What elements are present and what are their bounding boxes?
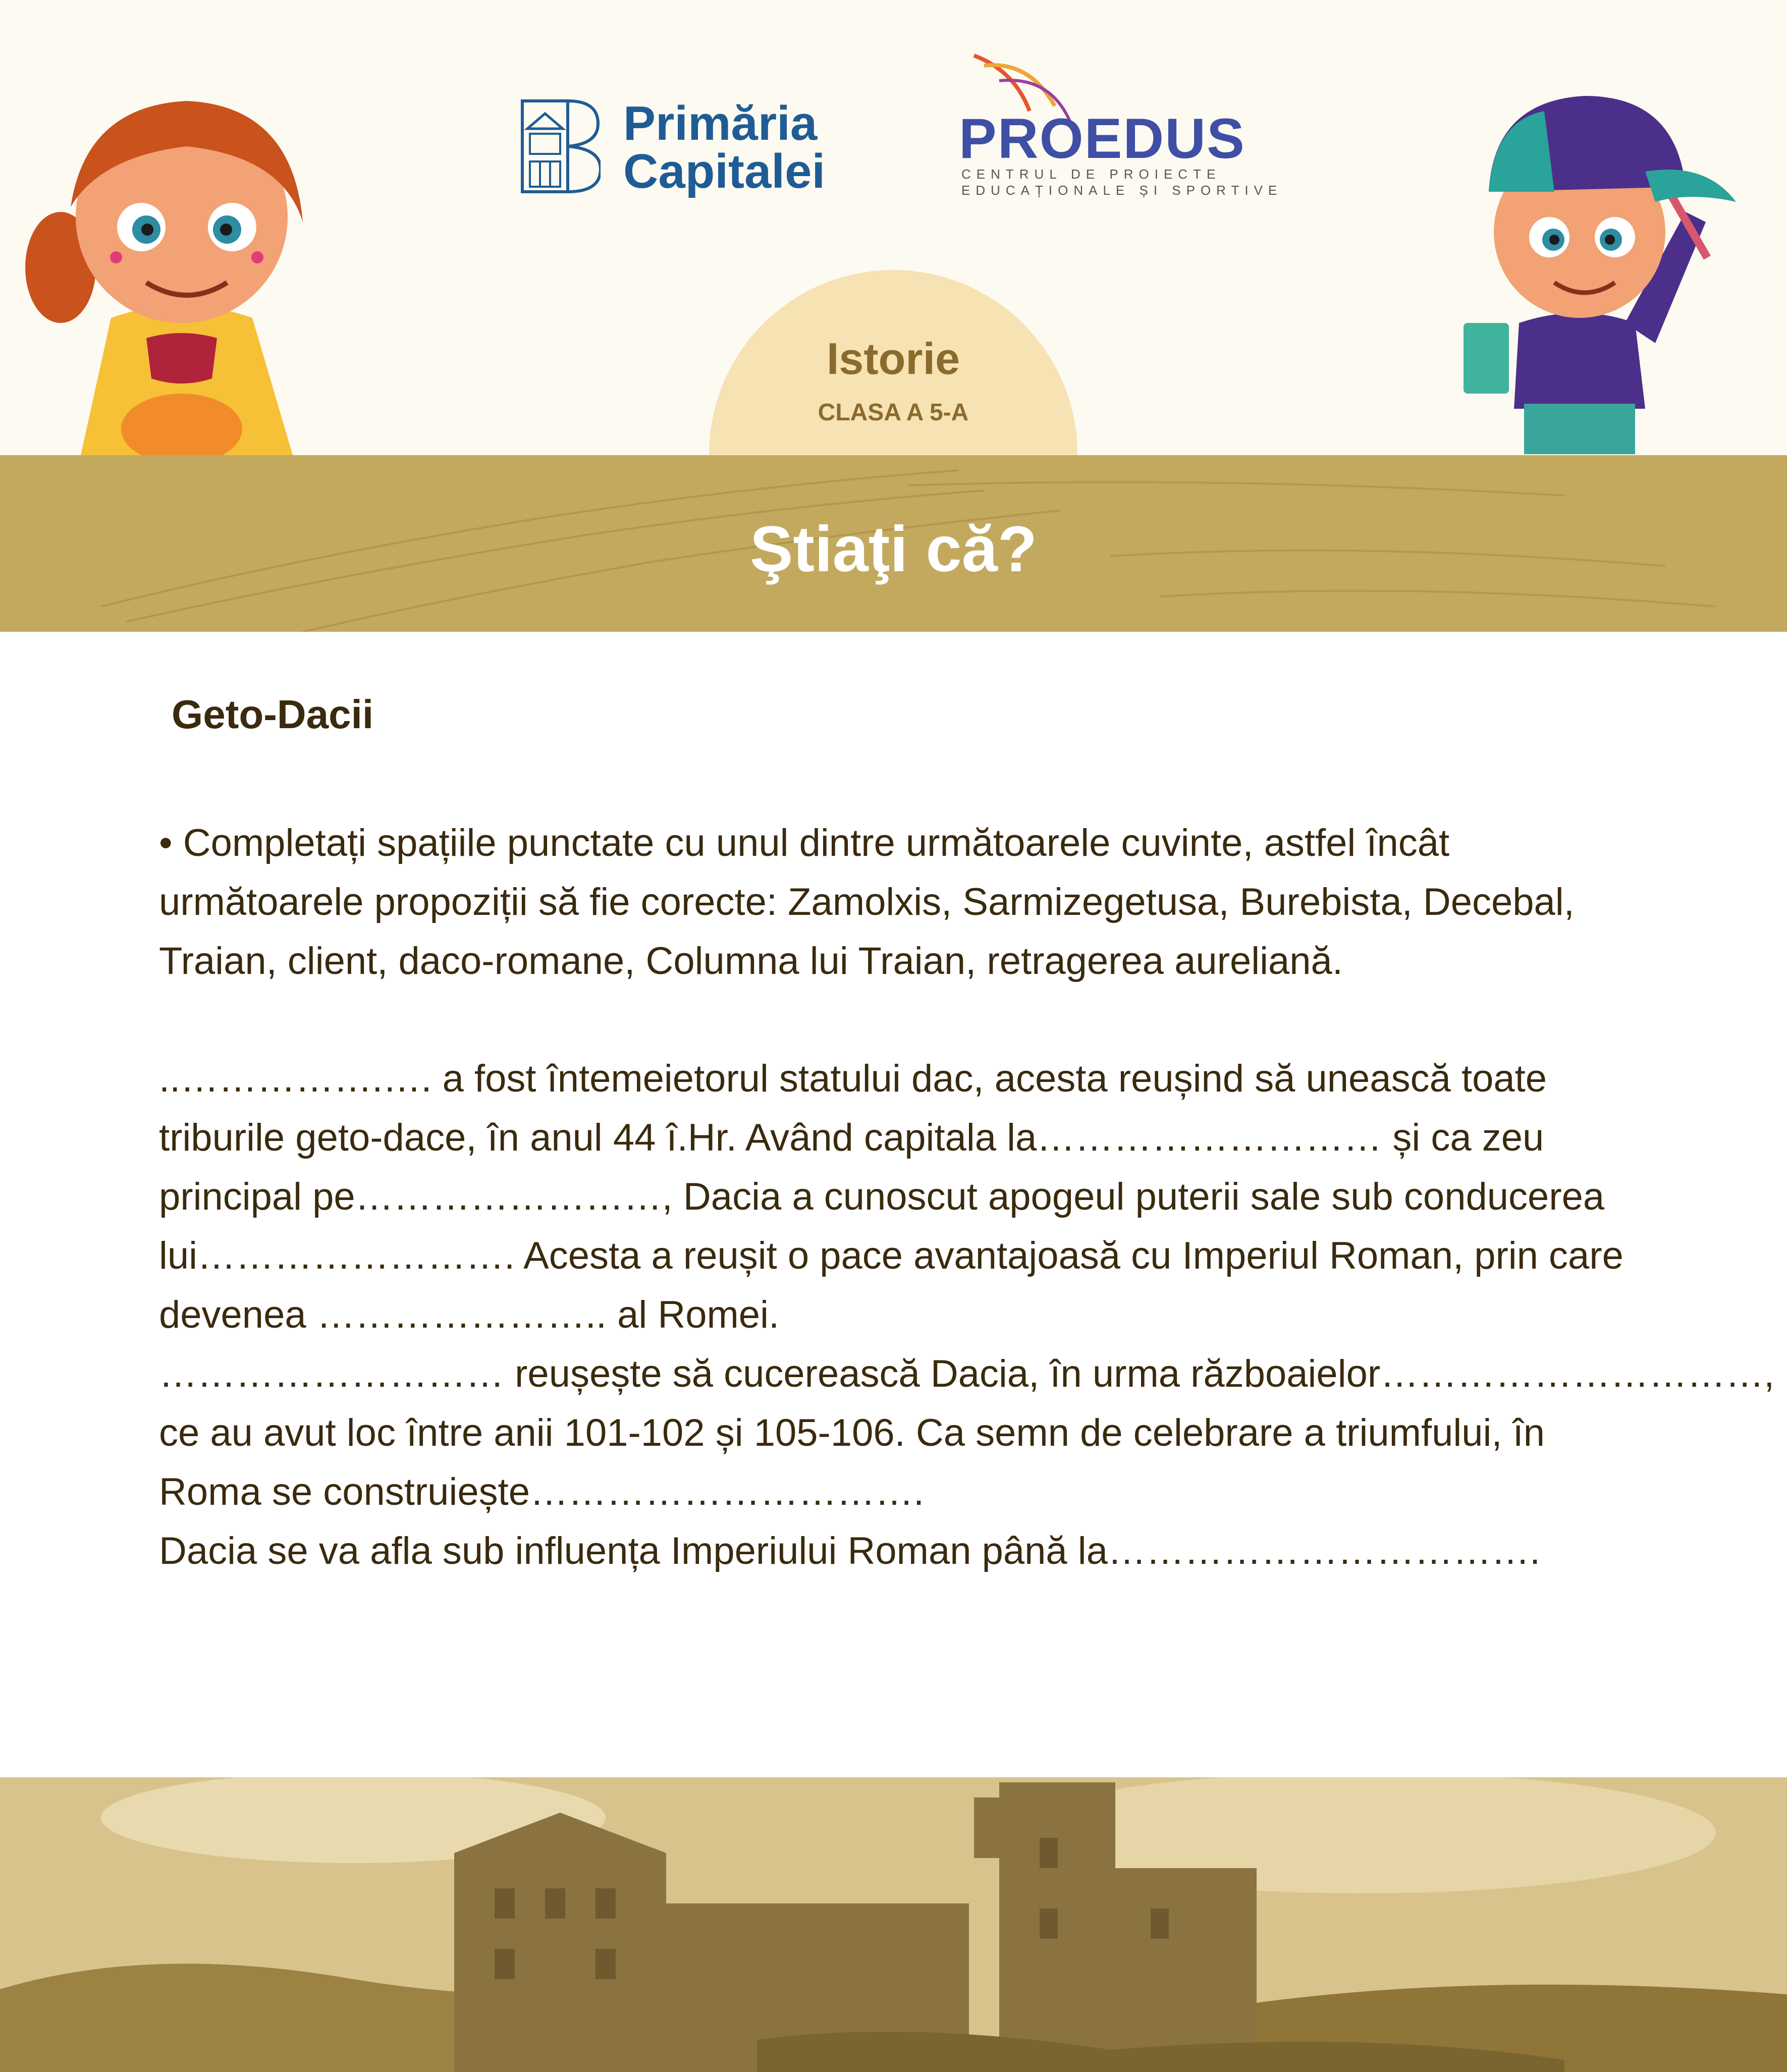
proedus-subtitle-1: CENTRUL DE PROIECTE <box>961 167 1221 182</box>
exercise-line: lui……………………. Acesta a reușit o pace avantajoasă cu Imperiul Roman, prin care <box>159 1234 1623 1277</box>
instruction-line: • Completați spațiile punctate cu unul dintre următoarele cuvinte, astfel încât <box>159 822 1450 864</box>
proedus-logo <box>959 50 1283 198</box>
exercise-line: triburile geto-dace, în anul 44 î.Hr. Având capitala la……………………… și ca zeu <box>159 1116 1544 1159</box>
proedus-wordmark: PROEDUS <box>959 107 1246 170</box>
building-b-icon <box>520 98 601 194</box>
exercise-line: Dacia se va afla sub influența Imperiului Roman până la……………………………. <box>159 1530 1541 1572</box>
instruction-paragraph <box>159 813 1769 991</box>
castle-scene <box>0 1777 1787 2072</box>
primaria-logo-line2: Capitalei <box>623 144 826 198</box>
primaria-logo-line1: Primăria <box>623 96 818 150</box>
page-header <box>0 0 1787 455</box>
proedus-subtitle-2: EDUCAȚIONALE ȘI SPORTIVE <box>961 183 1283 198</box>
exercise-line: ..…………….…. a fost întemeietorul statului dac, acesta reușind să unească toate <box>159 1057 1547 1100</box>
subject-title: Istorie <box>826 334 960 384</box>
primaria-capitalei-logo <box>520 93 848 199</box>
grade-label: CLASA A 5-A <box>818 399 969 426</box>
exercise-line: devenea ………………….. al Romei. <box>159 1293 780 1336</box>
exercise-paragraph <box>159 1049 1775 1580</box>
exercise-line: ce au avut loc între anii 101-102 și 105-106. Ca semn de celebrare a triumfului, în <box>159 1411 1545 1454</box>
banner-title: Ştiaţi că? <box>749 513 1038 585</box>
castle-footer-illustration <box>0 1777 1787 2072</box>
instruction-line: următoarele propoziții să fie corecte: Zamolxis, Sarmizegetusa, Burebista, Decebal, <box>159 881 1575 923</box>
exercise-line: ……………………… reușește să cucerească Dacia, în urma războaielor…………………………, <box>159 1352 1775 1395</box>
girl-mascot-illustration <box>20 56 343 455</box>
section-title: Geto-Dacii <box>172 692 374 737</box>
instruction-line: Traian, client, daco-romane, Columna lui Traian, retragerea aureliană. <box>159 940 1343 983</box>
exercise-line: principal pe……………………, Dacia a cunoscut apogeul puterii sale sub conducerea <box>159 1175 1605 1218</box>
boy-mascot-illustration <box>1453 40 1736 455</box>
exercise-line: Roma se construiește…………………………. <box>159 1470 925 1513</box>
